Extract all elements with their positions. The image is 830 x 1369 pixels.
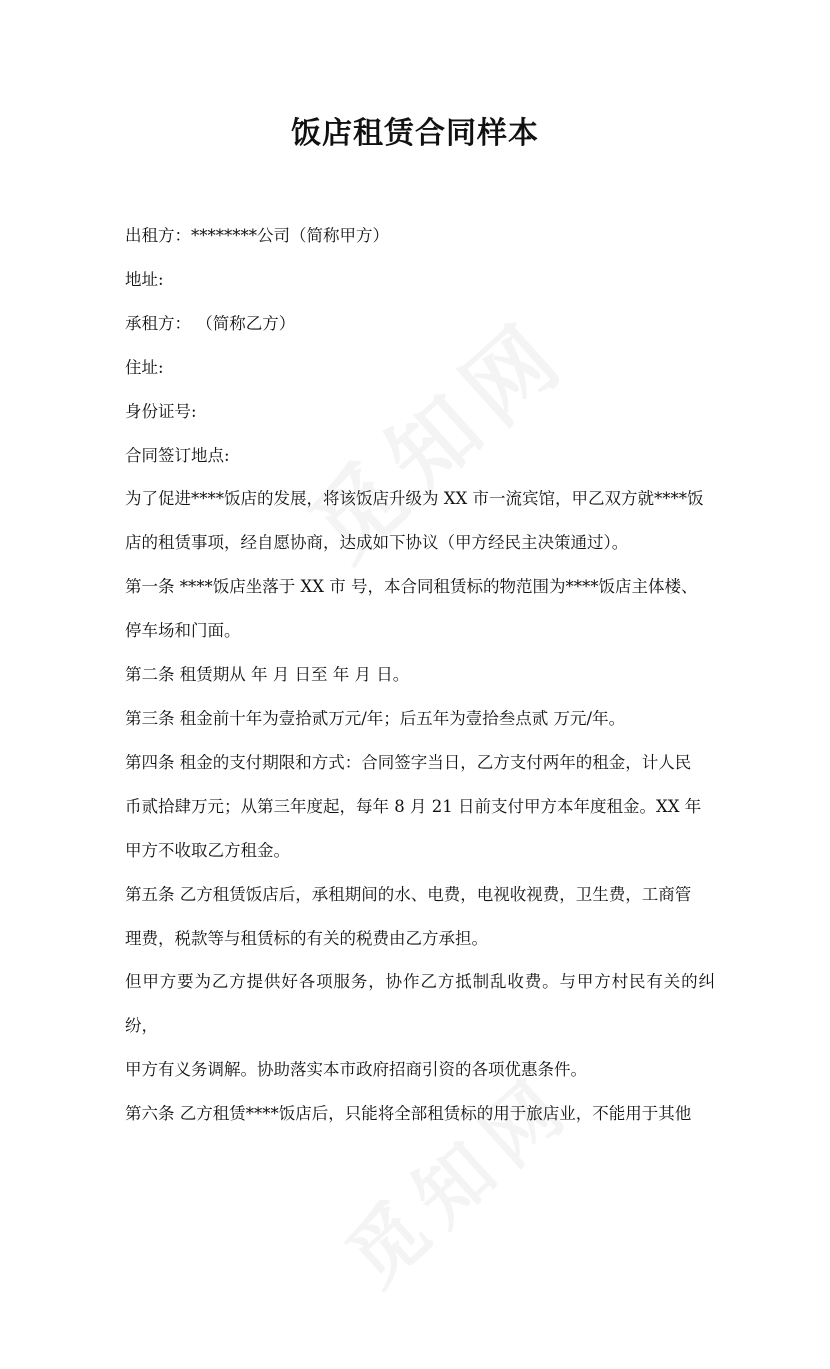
- party-a-address-line: 地址:: [125, 269, 164, 289]
- article-6-line-1: 第六条 乙方租赁****饭店后，只能将全部租赁标的用于旅店业，不能用于其他: [125, 1104, 692, 1124]
- signing-location-line: 合同签订地点:: [125, 445, 230, 465]
- article-5-note-line-2: 甲方有义务调解。协助落实本市政府招商引资的各项优惠条件。: [125, 1060, 587, 1080]
- article-5-note-line-1: 但甲方要为乙方提供好各项服务，协作乙方抵制乱收费。与甲方村民有关的纠纷，: [125, 972, 715, 1036]
- article-2-line: 第二条 租赁期从 年 月 日至 年 月 日。: [125, 665, 410, 685]
- article-4-line-3: 甲方不收取乙方租金。: [125, 840, 290, 860]
- article-3-line: 第三条 租金前十年为壹拾贰万元/年；后五年为壹拾叁点贰 万元/年。: [125, 708, 626, 728]
- article-4-line-1: 第四条 租金的支付期限和方式：合同签字当日，乙方支付两年的租金，计人民: [125, 752, 692, 772]
- document-title: 饭店租赁合同样本: [291, 116, 539, 151]
- article-5-line-1: 第五条 乙方租赁饭店后，承租期间的水、电费，电视收视费，卫生费，工商管: [125, 884, 692, 904]
- preamble-line-1: 为了促进****饭店的发展，将该饭店升级为 XX 市一流宾馆，甲乙双方就****饭: [125, 489, 704, 509]
- party-a-line: 出租方：********公司（简称甲方）: [125, 226, 389, 245]
- party-b-address-line: 住址:: [125, 357, 164, 377]
- article-4-line-2: 币贰拾肆万元；从第三年度起，每年 8 月 21 日前支付甲方本年度租金。XX 年: [125, 796, 702, 816]
- article-1-line-2: 停车场和门面。: [125, 621, 241, 641]
- preamble-line-2: 店的租赁事项，经自愿协商，达成如下协议（甲方经民主决策通过）。: [125, 533, 629, 553]
- article-1-line-1: 第一条 ****饭店坐落于 XX 市 号，本合同租赁标的物范围为****饭店主体楼、: [125, 577, 698, 597]
- id-number-line: 身份证号:: [125, 401, 197, 421]
- document-body: [125, 214, 715, 1136]
- party-b-line: 承租方： （简称乙方）: [125, 313, 296, 333]
- article-5-line-2: 理费，税款等与租赁标的有关的税费由乙方承担。: [125, 928, 488, 948]
